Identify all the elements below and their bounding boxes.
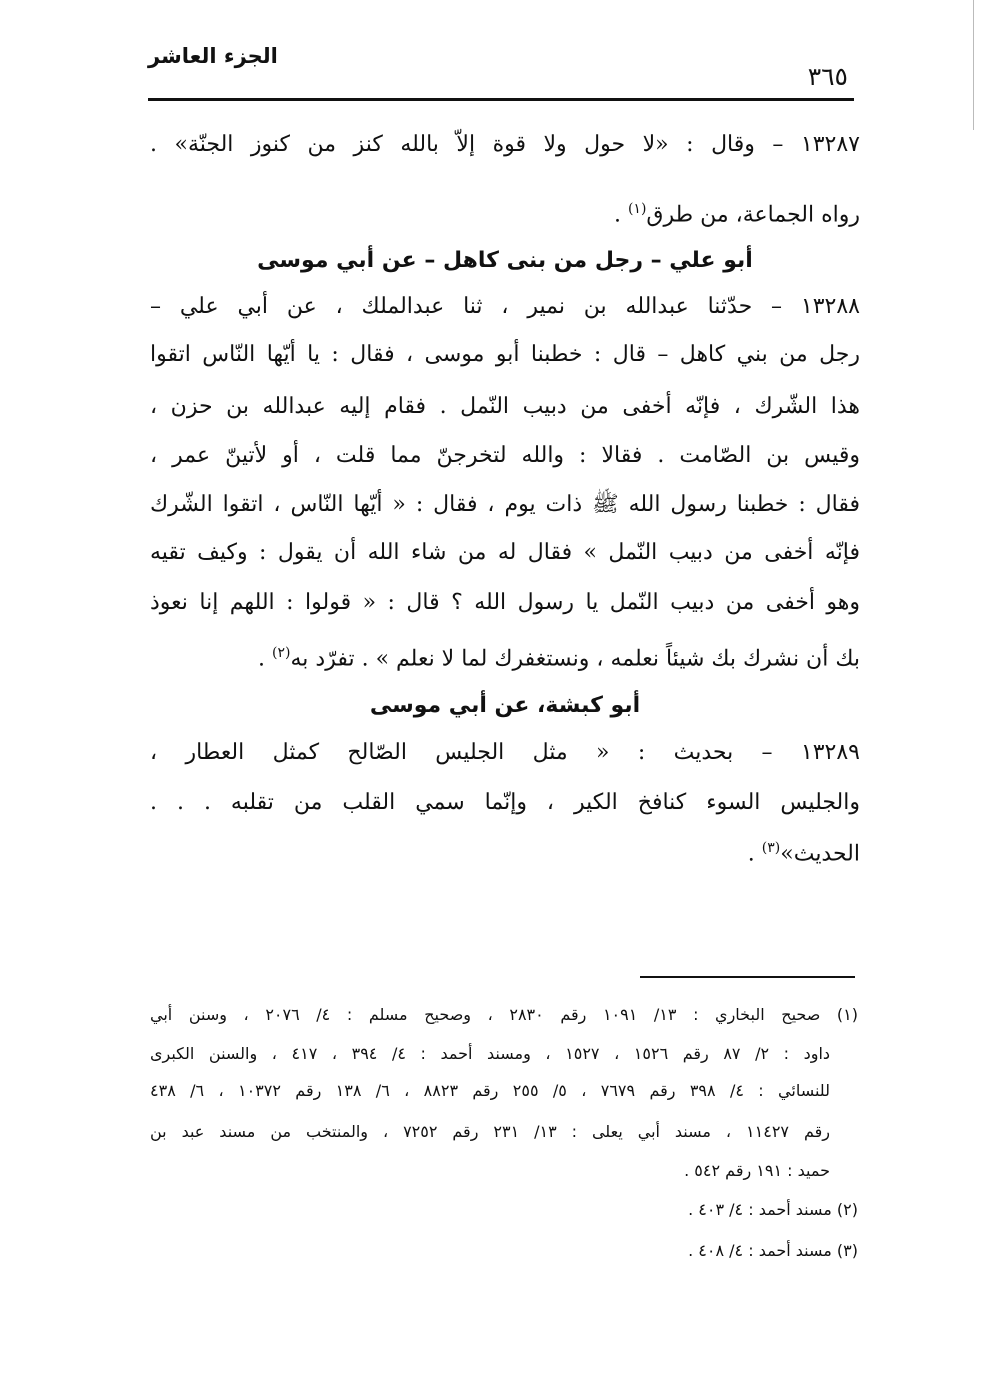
hadith-13288-line-8: بك أن نشرك بك شيئاً نعلمه ، ونستغفرك لما لا نعلم » . تفرّد به$^{(٢)}$ . — [258, 645, 860, 672]
footnote-1-line-3: للنسائي : ٤/ ٣٩٨ رقم ٧٦٧٩ ، ٥/ ٢٥٥ رقم ٨٨٢٣ ، ٦/ ١٣٨ رقم ١٠٣٧٢ ، ٦/ ٤٣٨ — [150, 1081, 830, 1100]
footnote-ref-1: (١) — [627, 201, 647, 217]
hadith-13287-line: ١٣٢٨٧ – وقال : «لا حول ولا قوة إلاّ بالله كنز من كنوز الجنّة» . — [150, 132, 860, 157]
header-rule — [148, 98, 854, 101]
hadith-13288-line-6: فإنّه أخفى من دبيب النّمل » فقال له من شاء الله أن يقول : وكيف تقيه — [150, 540, 860, 565]
footnote-1-line-1: (١) صحيح البخاري : ١٣/ ١٠٩١ رقم ٢٨٣٠ ، وصحيح مسلم : ٤/ ٢٠٧٦ ، وسنن أبي — [150, 1005, 858, 1024]
running-header-title: الجزء العاشر — [148, 44, 278, 68]
hadith-13288-line-1: ١٣٢٨٨ – حدّثنا عبدالله بن نمير ، ثنا عبدالملك ، عن أبي علي – — [150, 294, 860, 319]
hadith-13289-line-2: والجليس السوء كنافخ الكير ، وإنّما سمي القلب من تقلبه . . . — [150, 790, 860, 815]
footnote-1-line-4: رقم ١١٤٢٧ ، مسند أبي يعلى : ١٣/ ٢٣١ رقم ٧٢٥٢ ، والمنتخب من مسند عبد بن — [150, 1122, 830, 1141]
narration-note-line: رواه الجماعة، من طرق$^{(١)}$ . — [613, 201, 860, 228]
section-heading-abu-ali: أبو علي – رجل من بنى كاهل – عن أبي موسى — [257, 248, 753, 273]
section-heading-abu-kabsha: أبو كبشة، عن أبي موسى — [369, 693, 641, 718]
hadith-13289-line-1: ١٣٢٨٩ – بحديث : « مثل الجليس الصّالح كمثل العطار ، — [150, 740, 860, 765]
hadith-13288-line-7: وهو أخفى من دبيب النّمل يا رسول الله ؟ قال : « قولوا : اللهم إنا نعوذ — [150, 590, 860, 615]
page-number: ٣٦٥ — [807, 62, 848, 91]
hadith-13288-line-3: هذا الشّرك ، فإنّه أخفى من دبيب النّمل . فقام إليه عبدالله بن حزن ، — [150, 394, 860, 419]
footnote-ref-2: (٢) — [272, 645, 291, 661]
footnote-3: (٣) مسند أحمد : ٤/ ٤٠٨ . — [688, 1241, 858, 1260]
footnote-2: (٢) مسند أحمد : ٤/ ٤٠٣ . — [688, 1200, 858, 1219]
footnote-rule — [640, 976, 855, 978]
footnote-ref-3: (٣) — [761, 840, 781, 856]
footnote-1-line-5: حميد : ١٩١ رقم ٥٤٢ . — [684, 1161, 830, 1180]
footnote-1-line-2: داود : ٢/ ٨٧ رقم ١٥٢٦ ، ١٥٢٧ ، ومسند أحمد : ٤/ ٣٩٤ ، ٤١٧ ، والسنن الكبرى — [150, 1044, 830, 1063]
hadith-13289-line-3: الحديث»$^{(٣)}$ . — [747, 840, 860, 867]
hadith-13288-line-4: وقيس بن الصّامت . فقالا : والله لتخرجنّ مما قلت ، أو لأتينّ عمر ، — [150, 443, 860, 468]
hadith-13288-line-2: رجل من بني كاهل – قال : خطبنا أبو موسى ، فقال : يا أيّها النّاس اتقوا — [150, 342, 860, 367]
hadith-13288-line-5: فقال : خطبنا رسول الله ﷺ ذات يوم ، فقال : « أيّها النّاس ، اتقوا الشّرك — [150, 492, 860, 517]
margin-line — [973, 0, 974, 130]
